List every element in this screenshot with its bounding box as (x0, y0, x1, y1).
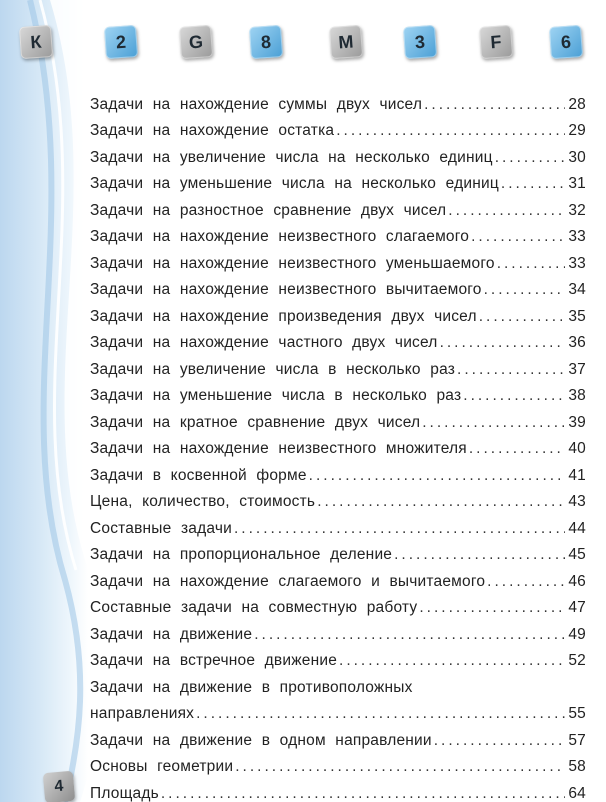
toc-leader-dots (235, 758, 565, 776)
letter-tile-label: 3 (414, 31, 426, 52)
toc-leader-dots (254, 626, 565, 644)
toc-leader-dots (419, 599, 565, 617)
toc-entry-title: Задачи на движение в одном направлении (90, 731, 432, 749)
letter-tile-label: 8 (260, 31, 272, 52)
toc-leader-dots (161, 785, 565, 802)
toc-entry-page: 43 (568, 493, 586, 510)
toc-entry (90, 405, 586, 432)
toc-leader-dots (463, 387, 565, 405)
toc-entry (90, 167, 586, 194)
letter-tile (329, 25, 363, 59)
toc-entry (90, 776, 586, 802)
letter-tile-label: F (489, 31, 503, 52)
toc-leader-dots (309, 467, 565, 485)
toc-entry-page: 57 (568, 731, 586, 749)
toc-entry-title: Составные задачи (90, 519, 232, 537)
toc-entry-title: направлениях (90, 705, 195, 722)
toc-entry (90, 564, 586, 591)
toc-entry (90, 697, 586, 724)
toc-leader-dots (469, 440, 565, 458)
toc-entry-title: Задачи на нахождение частного двух чисел (90, 334, 438, 351)
letter-tile-label: M (337, 31, 355, 53)
toc-entry (90, 87, 586, 114)
toc-entry (90, 511, 586, 538)
toc-entry-title: Составные задачи на совместную работу (90, 599, 418, 616)
toc-entry (90, 140, 586, 167)
toc-entry (90, 458, 586, 485)
toc-entry-title: Задачи на нахождение неизвестного уменьшаемого (90, 254, 495, 272)
toc-entry (90, 326, 586, 353)
toc-entry (90, 379, 586, 406)
toc-leader-dots (234, 520, 565, 538)
toc-entry-title: Задачи на нахождение слагаемого и вычитаемого (90, 572, 486, 590)
toc-entry-title: Задачи на увеличение числа в несколько раз (90, 360, 456, 378)
toc-leader-dots (394, 546, 565, 564)
letter-tile (403, 25, 437, 59)
toc-entry-title: Задачи на кратное сравнение двух чисел (90, 413, 421, 431)
toc-entry-title: Задачи на увеличение числа на несколько единиц (90, 148, 493, 166)
toc-entry (90, 432, 586, 459)
toc-entry-title: Задачи на нахождение неизвестного множителя (90, 440, 467, 457)
toc-entry-page: 33 (568, 254, 586, 272)
toc-leader-dots (317, 493, 565, 511)
toc-leader-dots (424, 96, 565, 114)
toc-leader-dots (497, 255, 565, 273)
letter-tile-label: 6 (560, 31, 572, 52)
toc-entry (90, 617, 586, 644)
toc-entry-page: 31 (568, 175, 586, 192)
toc-entry (90, 485, 586, 512)
toc-leader-dots (448, 202, 565, 220)
toc-entry-title: Задачи на встречное движение (90, 652, 338, 669)
toc-entry-title: Задачи на нахождение суммы двух чисел (90, 95, 423, 113)
page-number-tile (43, 771, 76, 802)
toc-entry-page: 64 (568, 784, 586, 802)
toc-entry-title: Задачи в косвенной форме (90, 466, 307, 484)
toc-entry-page: 44 (568, 519, 586, 537)
toc-entry-title: Задачи на разностное сравнение двух чисел (90, 201, 447, 219)
toc-leader-dots (457, 361, 565, 379)
toc-entry-title: Задачи на нахождение произведения двух чисел (90, 307, 477, 325)
toc-entry-page: 55 (568, 705, 586, 722)
letter-tile (249, 25, 283, 59)
toc-entry-page: 49 (568, 625, 586, 643)
letter-tile (179, 25, 213, 59)
toc-entry (90, 273, 586, 300)
letter-tile-label: К (29, 31, 43, 52)
toc-entry-title: Задачи на движение в противоположных (90, 678, 413, 696)
toc-entry (90, 750, 586, 777)
toc-leader-dots (422, 414, 565, 432)
toc-entry-title: Задачи на движение (90, 625, 253, 643)
letter-tile-label: G (188, 31, 204, 52)
toc-entry-page: 36 (568, 334, 586, 351)
toc-entry-title: Площадь (90, 784, 159, 802)
toc-entry (90, 670, 586, 697)
toc-leader-dots (471, 228, 565, 246)
table-of-contents (90, 87, 586, 802)
toc-leader-dots (495, 149, 565, 167)
toc-entry (90, 591, 586, 618)
toc-entry (90, 299, 586, 326)
toc-entry-page: 45 (568, 546, 586, 563)
letter-tile (19, 25, 53, 59)
letter-tile-label: 2 (115, 31, 127, 52)
toc-entry-page: 39 (568, 413, 586, 431)
toc-entry-page: 38 (568, 387, 586, 404)
letter-tile (104, 25, 138, 59)
toc-entry-page: 40 (568, 440, 586, 457)
toc-entry (90, 352, 586, 379)
toc-leader-dots (501, 175, 565, 193)
toc-entry-page: 30 (568, 148, 586, 166)
toc-leader-dots (484, 281, 565, 299)
toc-entry-page: 46 (568, 572, 586, 590)
toc-entry-title: Задачи на нахождение остатка (90, 122, 335, 139)
toc-entry-page: 41 (568, 466, 586, 484)
toc-entry-page: 33 (568, 228, 586, 245)
toc-entry (90, 220, 586, 247)
toc-leader-dots (339, 652, 565, 670)
toc-entry (90, 114, 586, 141)
toc-entry-title: Задачи на уменьшение числа в несколько раз (90, 387, 462, 404)
toc-entry-page: 37 (568, 360, 586, 378)
toc-leader-dots (479, 308, 565, 326)
toc-leader-dots (196, 705, 565, 723)
toc-entry-title: Основы геометрии (90, 758, 234, 775)
toc-entry (90, 538, 586, 565)
toc-entry-page: 35 (568, 307, 586, 325)
page-number: 4 (53, 777, 65, 796)
toc-entry (90, 193, 586, 220)
toc-entry (90, 723, 586, 750)
toc-entry (90, 644, 586, 671)
toc-entry-title: Задачи на уменьшение числа на несколько единиц (90, 175, 499, 192)
toc-entry-title: Задачи на пропорциональное деление (90, 546, 393, 563)
toc-leader-dots (336, 122, 565, 140)
toc-entry (90, 246, 586, 273)
letter-tile (479, 25, 513, 59)
toc-entry-page: 58 (568, 758, 586, 775)
toc-leader-dots (434, 732, 565, 750)
letter-tile (549, 25, 583, 59)
toc-entry-title: Задачи на нахождение неизвестного вычитаемого (90, 281, 482, 298)
letter-tiles (0, 0, 606, 70)
toc-entry-page: 34 (568, 281, 586, 298)
toc-entry-page: 28 (568, 95, 586, 113)
toc-entry-page: 32 (568, 201, 586, 219)
toc-leader-dots (440, 334, 565, 352)
toc-entry-page: 29 (568, 122, 586, 139)
toc-leader-dots (487, 573, 565, 591)
toc-entry-page: 52 (568, 652, 586, 669)
toc-entry-title: Цена, количество, стоимость (90, 493, 316, 510)
toc-entry-title: Задачи на нахождение неизвестного слагаемого (90, 228, 470, 245)
toc-entry-page: 47 (568, 599, 586, 616)
